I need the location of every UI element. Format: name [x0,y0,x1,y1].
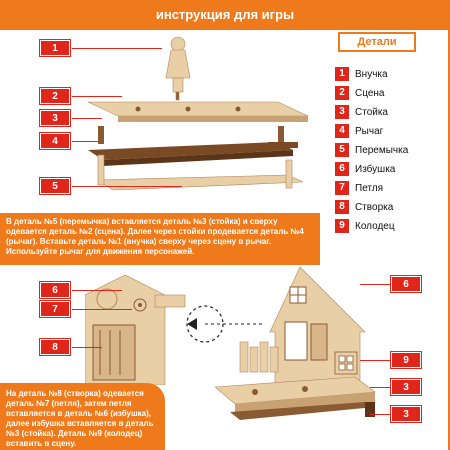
part-number-badge: 4 [335,124,349,138]
tag-part-7: 7 [40,301,70,317]
parts-list-item [335,142,408,158]
part-number-badge: 3 [335,105,349,119]
tag-part-5: 5 [40,178,70,194]
tag-part-3-right-b: 3 [391,406,421,422]
leader-line [360,284,390,285]
parts-title: Детали [338,32,416,52]
part-number-badge: 7 [335,181,349,195]
part-label: Внучка [355,68,388,80]
leader-line [72,141,102,142]
parts-list-item [335,199,393,215]
stage-board [88,102,308,122]
assembly-illustration-top [78,30,318,215]
part-label: Стойка [355,106,388,118]
part-label: Колодец [355,220,395,232]
parts-list-item [335,123,383,139]
well-piece [335,352,357,374]
part-number-badge: 9 [335,219,349,233]
part-label: Рычаг [355,125,384,137]
tag-part-3-right-a: 3 [391,379,421,395]
leader-line [72,96,122,97]
house-assembly-illustration [215,262,385,432]
leader-line [72,186,182,187]
part-number-badge: 2 [335,86,349,100]
part-number-badge: 1 [335,67,349,81]
lever-frame [88,142,298,166]
tag-part-3: 3 [40,110,70,126]
tag-part-2: 2 [40,88,70,104]
parts-list-item [335,180,383,196]
part-number-badge: 8 [335,200,349,214]
leader-line [370,387,390,388]
fence-piece [240,342,278,372]
parts-list-item [335,161,395,177]
leader-line [360,360,390,361]
part-label: Избушка [355,163,396,175]
leader-line [72,290,122,291]
parts-list-item [335,218,395,234]
instruction-step-1: В деталь №5 (перемычка) вставляется деталь №3 (стойка) и сверху одевается деталь №2 (сцена). Далее через стойки продевается деталь №4 (рычаг). Вставьте деталь №1 (внучка) сверху через сцену в рычаг. Используйте рычаг для движения персонажей. [0,213,320,265]
part-label: Сцена [355,87,385,99]
parts-list-item [335,85,384,101]
leader-line [72,118,102,119]
leader-line [72,309,132,310]
tag-part-9: 9 [391,352,421,368]
tag-part-4: 4 [40,133,70,149]
leader-line [370,414,390,415]
part-label: Петля [355,182,384,194]
instruction-step-2: На деталь №8 (створка) одевается деталь №7 (петля), затем петля вставляется в деталь №6 (избушка), далее избушка вставляется в деталь №3 (стойка). Деталь №9 (колодец) вставить в сцену. [0,383,165,450]
tag-part-8: 8 [40,339,70,355]
tag-part-1: 1 [40,40,70,56]
tag-part-6: 6 [40,282,70,298]
part-label: Створка [355,201,394,213]
stand-piece [98,126,284,144]
part-number-badge: 6 [335,162,349,176]
page-header: инструкция для игры [0,0,450,30]
part-label: Перемычка [355,144,409,156]
tag-part-6-right: 6 [391,276,421,292]
parts-list-item [335,66,388,82]
parts-list-item [335,104,388,120]
leader-line [72,347,102,348]
leader-line [72,48,162,49]
figurine-granddaughter [166,37,190,100]
part-number-badge: 5 [335,143,349,157]
